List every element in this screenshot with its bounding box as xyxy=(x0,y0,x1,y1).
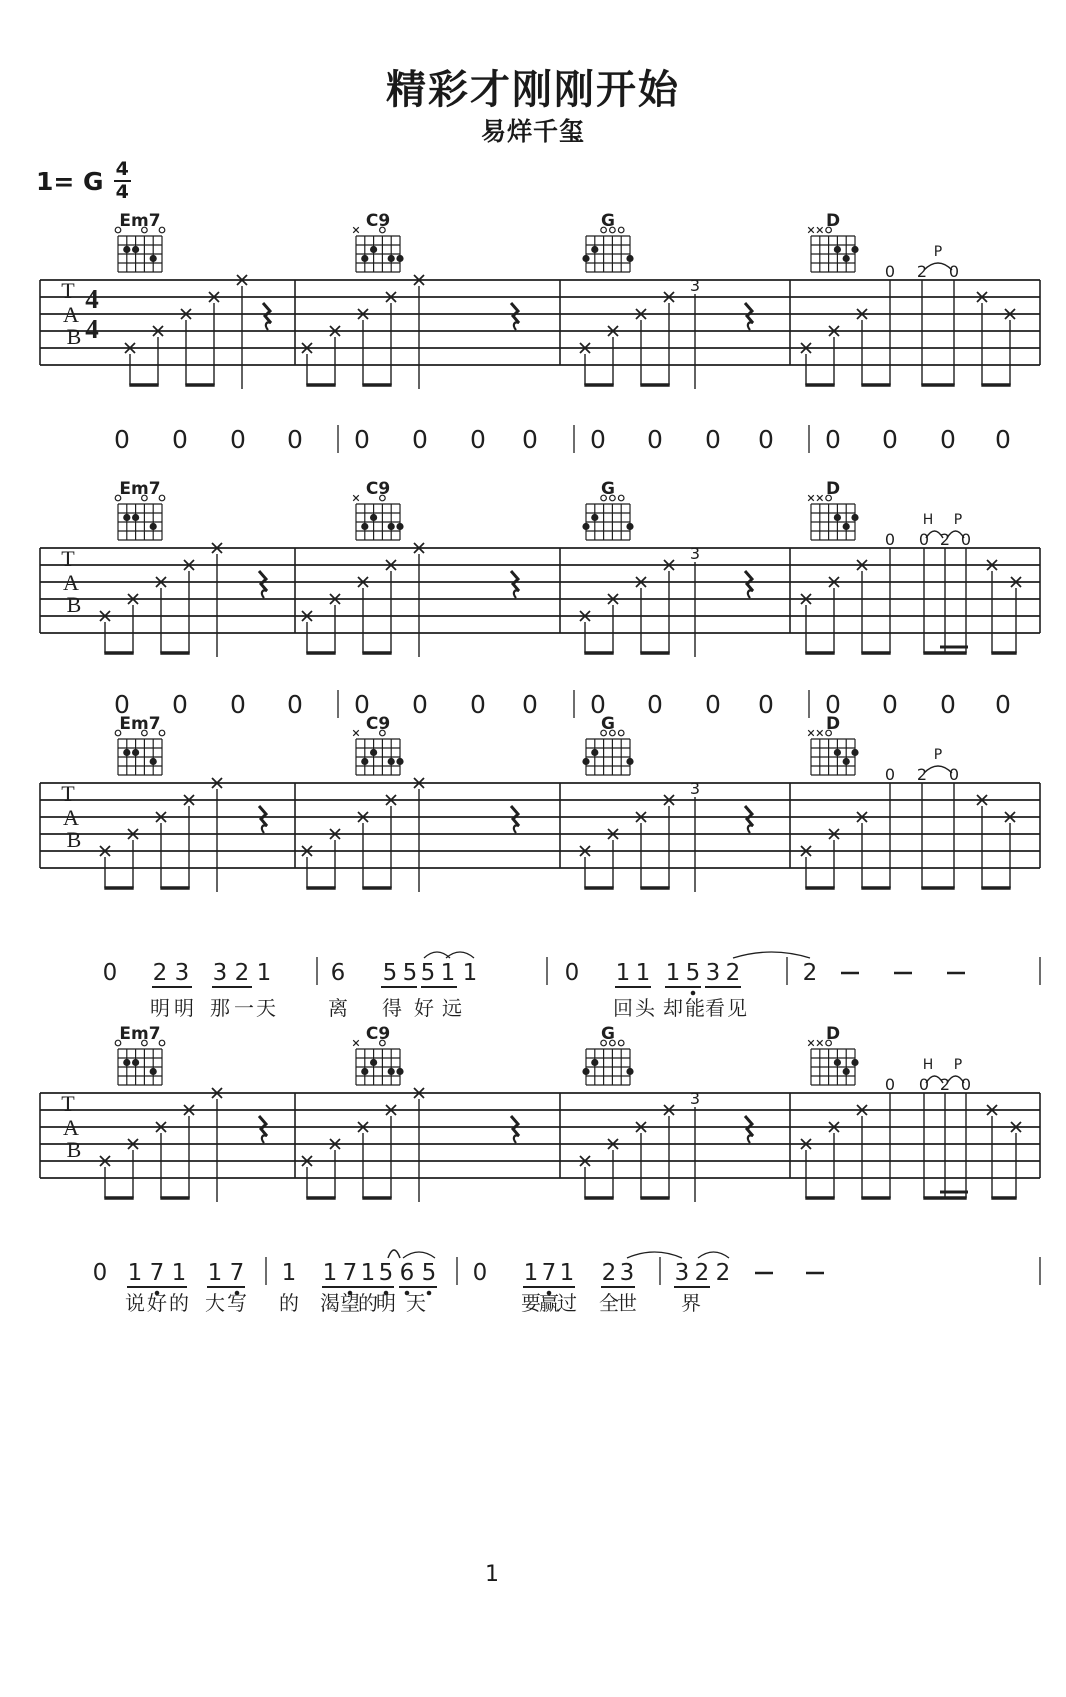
svg-text:0: 0 xyxy=(172,690,188,719)
svg-text:0: 0 xyxy=(960,530,972,549)
svg-text:0: 0 xyxy=(114,425,130,454)
svg-text:的: 的 xyxy=(279,1291,299,1315)
svg-text:0: 0 xyxy=(647,425,663,454)
svg-text:0: 0 xyxy=(287,425,303,454)
svg-text:1: 1 xyxy=(171,1260,187,1286)
svg-text:5: 5 xyxy=(421,1260,437,1286)
svg-text:1: 1 xyxy=(127,1260,143,1286)
svg-text:B: B xyxy=(66,1137,82,1162)
chord-diagram-em7 xyxy=(115,479,165,540)
svg-text:1: 1 xyxy=(360,1260,376,1286)
svg-text:6: 6 xyxy=(330,960,346,986)
svg-text:0: 0 xyxy=(758,690,774,719)
measure-m1 xyxy=(100,778,267,892)
quarter-rest xyxy=(745,1116,753,1143)
svg-text:A: A xyxy=(63,302,79,327)
svg-text:的: 的 xyxy=(169,1291,189,1315)
svg-text:0: 0 xyxy=(940,690,956,719)
chord-diagram-d xyxy=(808,211,858,272)
svg-text:B: B xyxy=(66,827,82,852)
svg-text:H: H xyxy=(922,512,934,528)
svg-text:T: T xyxy=(61,278,75,303)
quarter-rest xyxy=(259,1116,267,1143)
svg-text:2: 2 xyxy=(234,960,250,986)
tab-clef xyxy=(61,546,81,617)
svg-text:3: 3 xyxy=(705,960,721,986)
chord-diagram-d xyxy=(808,479,858,540)
quarter-rest xyxy=(745,806,753,833)
jianpu-row-1 xyxy=(114,425,1011,454)
svg-text:3: 3 xyxy=(689,1089,701,1108)
svg-text:6: 6 xyxy=(399,1260,415,1286)
svg-text:0: 0 xyxy=(172,425,188,454)
lyrics-line-3 xyxy=(150,996,747,1020)
svg-text:G: G xyxy=(601,211,615,231)
svg-text:1: 1 xyxy=(256,960,272,986)
svg-text:3: 3 xyxy=(689,544,701,563)
svg-text:P: P xyxy=(953,1057,963,1073)
svg-text:5: 5 xyxy=(378,1260,394,1286)
svg-text:0: 0 xyxy=(470,425,486,454)
svg-text:T: T xyxy=(61,1091,75,1116)
svg-text:2: 2 xyxy=(802,960,818,986)
svg-text:界: 界 xyxy=(681,1291,701,1315)
chord-diagram-c9 xyxy=(353,1024,403,1085)
tab-system-4 xyxy=(40,1024,1040,1202)
svg-text:G: G xyxy=(601,714,615,734)
svg-text:0: 0 xyxy=(287,690,303,719)
svg-text:5: 5 xyxy=(685,960,701,986)
svg-text:望: 望 xyxy=(340,1291,360,1315)
tab-system-1 xyxy=(40,211,1040,389)
svg-text:看: 看 xyxy=(705,996,725,1020)
svg-text:0: 0 xyxy=(472,1260,488,1286)
measure-m2 xyxy=(302,1088,519,1202)
svg-text:0: 0 xyxy=(995,425,1011,454)
svg-text:0: 0 xyxy=(940,425,956,454)
svg-text:1: 1 xyxy=(665,960,681,986)
svg-text:0: 0 xyxy=(825,425,841,454)
svg-text:0: 0 xyxy=(948,765,960,784)
svg-text:要: 要 xyxy=(521,1291,541,1315)
svg-text:明: 明 xyxy=(174,996,194,1020)
jianpu-row-4 xyxy=(93,1250,1040,1315)
svg-text:7: 7 xyxy=(149,1260,165,1286)
svg-text:0: 0 xyxy=(918,1075,930,1094)
svg-text:好: 好 xyxy=(147,1291,167,1315)
quarter-rest xyxy=(745,303,753,330)
svg-text:天: 天 xyxy=(256,996,276,1020)
svg-text:却: 却 xyxy=(663,996,683,1020)
svg-text:明: 明 xyxy=(150,996,170,1020)
svg-text:2: 2 xyxy=(152,960,168,986)
svg-text:D: D xyxy=(825,714,841,734)
svg-text:全: 全 xyxy=(599,1291,619,1315)
svg-text:0: 0 xyxy=(522,690,538,719)
svg-text:3: 3 xyxy=(174,960,190,986)
svg-text:Em7: Em7 xyxy=(119,1024,161,1044)
svg-text:远: 远 xyxy=(442,996,462,1020)
svg-text:0: 0 xyxy=(412,690,428,719)
svg-text:D: D xyxy=(825,211,841,231)
svg-text:3: 3 xyxy=(619,1260,635,1286)
svg-text:0: 0 xyxy=(705,690,721,719)
svg-text:0: 0 xyxy=(230,690,246,719)
svg-text:0: 0 xyxy=(758,425,774,454)
svg-text:3: 3 xyxy=(689,276,701,295)
measure-m2 xyxy=(302,778,519,892)
svg-text:2: 2 xyxy=(694,1260,710,1286)
svg-text:P: P xyxy=(933,244,943,260)
quarter-rest xyxy=(511,1116,519,1143)
svg-text:的: 的 xyxy=(358,1291,378,1315)
lyrics-line-4 xyxy=(125,1291,701,1315)
svg-text:天: 天 xyxy=(406,1291,426,1315)
svg-text:5: 5 xyxy=(402,960,418,986)
svg-text:A: A xyxy=(63,805,79,830)
svg-text:0: 0 xyxy=(114,690,130,719)
svg-text:3: 3 xyxy=(674,1260,690,1286)
chord-diagram-g xyxy=(582,1024,633,1085)
svg-text:1: 1 xyxy=(559,1260,575,1286)
svg-text:见: 见 xyxy=(727,996,747,1020)
chord-diagram-d xyxy=(808,714,858,775)
svg-text:P: P xyxy=(933,747,943,763)
tab-clef xyxy=(61,781,81,852)
svg-text:0: 0 xyxy=(918,530,930,549)
svg-text:C9: C9 xyxy=(365,211,391,231)
svg-text:赢: 赢 xyxy=(539,1291,559,1315)
svg-text:2: 2 xyxy=(916,262,928,281)
svg-text:2: 2 xyxy=(725,960,741,986)
svg-text:0: 0 xyxy=(995,690,1011,719)
measure-m3 xyxy=(580,1089,753,1202)
chord-diagram-d xyxy=(808,1024,858,1085)
chord-diagram-g xyxy=(582,479,633,540)
svg-text:0: 0 xyxy=(354,425,370,454)
chord-diagram-c9 xyxy=(353,479,403,540)
svg-text:好: 好 xyxy=(414,996,434,1020)
quarter-rest xyxy=(511,806,519,833)
svg-text:5: 5 xyxy=(382,960,398,986)
svg-text:G: G xyxy=(601,1024,615,1044)
svg-text:1: 1 xyxy=(440,960,456,986)
jianpu-row-2 xyxy=(114,690,1011,719)
svg-text:7: 7 xyxy=(541,1260,557,1286)
svg-text:C9: C9 xyxy=(365,714,391,734)
svg-text:0: 0 xyxy=(412,425,428,454)
svg-text:渴: 渴 xyxy=(320,1291,340,1315)
chord-diagram-em7 xyxy=(115,211,165,272)
staff-time-signature xyxy=(85,284,99,344)
chord-diagram-g xyxy=(582,714,633,775)
chord-diagram-c9 xyxy=(353,714,403,775)
svg-text:P: P xyxy=(953,512,963,528)
svg-text:0: 0 xyxy=(882,425,898,454)
svg-text:0: 0 xyxy=(647,690,663,719)
quarter-rest xyxy=(259,806,267,833)
svg-text:C9: C9 xyxy=(365,479,391,499)
svg-text:0: 0 xyxy=(948,262,960,281)
measure-m1 xyxy=(100,543,267,657)
svg-text:A: A xyxy=(63,570,79,595)
chord-diagram-g xyxy=(582,211,633,272)
quarter-rest xyxy=(511,571,519,598)
svg-text:0: 0 xyxy=(884,765,896,784)
svg-text:得: 得 xyxy=(382,996,402,1020)
quarter-rest xyxy=(745,571,753,598)
svg-text:A: A xyxy=(63,1115,79,1140)
svg-text:B: B xyxy=(66,324,82,349)
svg-text:C9: C9 xyxy=(365,1024,391,1044)
chord-diagram-em7 xyxy=(115,714,165,775)
svg-text:2: 2 xyxy=(916,765,928,784)
svg-text:0: 0 xyxy=(230,425,246,454)
time-signature-numerator: 4 xyxy=(115,158,129,180)
svg-text:1: 1 xyxy=(462,960,478,986)
quarter-rest xyxy=(511,303,519,330)
svg-text:B: B xyxy=(66,592,82,617)
svg-text:明: 明 xyxy=(376,1291,396,1315)
svg-text:7: 7 xyxy=(342,1260,358,1286)
svg-text:1: 1 xyxy=(523,1260,539,1286)
measure-m1_first xyxy=(125,275,271,389)
svg-text:2: 2 xyxy=(939,530,951,549)
measure-m1 xyxy=(100,1088,267,1202)
svg-text:4: 4 xyxy=(85,284,99,314)
svg-text:写: 写 xyxy=(227,1291,247,1315)
quarter-rest xyxy=(259,571,267,598)
svg-text:那: 那 xyxy=(210,996,230,1020)
svg-text:0: 0 xyxy=(705,425,721,454)
page-number: 1 xyxy=(485,1562,499,1587)
song-title: 精彩才刚刚开始 xyxy=(386,67,680,113)
measure-m2 xyxy=(302,543,519,657)
svg-text:0: 0 xyxy=(884,530,896,549)
tab-clef xyxy=(61,1091,81,1162)
svg-text:0: 0 xyxy=(590,425,606,454)
svg-text:4: 4 xyxy=(85,314,99,344)
svg-text:D: D xyxy=(825,1024,841,1044)
svg-text:过: 过 xyxy=(557,1291,577,1315)
svg-text:回: 回 xyxy=(613,996,633,1020)
artist-name: 易烊千玺 xyxy=(480,117,585,146)
svg-text:0: 0 xyxy=(102,960,118,986)
svg-text:1: 1 xyxy=(207,1260,223,1286)
svg-text:G: G xyxy=(601,479,615,499)
quarter-rest xyxy=(263,303,271,330)
time-signature-denominator: 4 xyxy=(115,181,129,203)
svg-text:0: 0 xyxy=(884,262,896,281)
svg-text:D: D xyxy=(825,479,841,499)
svg-text:0: 0 xyxy=(564,960,580,986)
measure-m3 xyxy=(580,544,753,657)
chord-diagram-em7 xyxy=(115,1024,165,1085)
svg-text:3: 3 xyxy=(212,960,228,986)
svg-text:5: 5 xyxy=(420,960,436,986)
svg-text:说: 说 xyxy=(125,1291,145,1315)
svg-text:一: 一 xyxy=(234,996,254,1020)
svg-text:1: 1 xyxy=(322,1260,338,1286)
svg-text:T: T xyxy=(61,546,75,571)
svg-text:2: 2 xyxy=(601,1260,617,1286)
svg-text:Em7: Em7 xyxy=(119,211,161,231)
measure-m3 xyxy=(580,276,753,389)
svg-text:0: 0 xyxy=(590,690,606,719)
svg-text:0: 0 xyxy=(522,425,538,454)
svg-text:7: 7 xyxy=(229,1260,245,1286)
svg-text:2: 2 xyxy=(939,1075,951,1094)
svg-text:Em7: Em7 xyxy=(119,714,161,734)
measure-m3 xyxy=(580,779,753,892)
key-label: 1= G xyxy=(36,166,104,196)
svg-text:1: 1 xyxy=(615,960,631,986)
tab-clef xyxy=(61,278,81,349)
svg-text:0: 0 xyxy=(882,690,898,719)
svg-text:世: 世 xyxy=(617,1291,637,1315)
svg-text:0: 0 xyxy=(884,1075,896,1094)
svg-text:能: 能 xyxy=(685,996,705,1020)
svg-text:大: 大 xyxy=(205,1291,225,1315)
tab-system-2 xyxy=(40,479,1040,657)
svg-text:Em7: Em7 xyxy=(119,479,161,499)
svg-text:0: 0 xyxy=(470,690,486,719)
svg-text:1: 1 xyxy=(635,960,651,986)
measure-m2 xyxy=(302,275,519,389)
chord-diagram-c9 xyxy=(353,211,403,272)
svg-text:H: H xyxy=(922,1057,934,1073)
svg-text:T: T xyxy=(61,781,75,806)
svg-text:0: 0 xyxy=(354,690,370,719)
svg-text:0: 0 xyxy=(92,1260,108,1286)
svg-text:离: 离 xyxy=(328,996,348,1020)
svg-text:头: 头 xyxy=(635,996,655,1020)
jianpu-row-3 xyxy=(103,952,1040,1020)
svg-text:3: 3 xyxy=(689,779,701,798)
tab-system-3 xyxy=(40,714,1040,892)
svg-text:0: 0 xyxy=(825,690,841,719)
svg-text:1: 1 xyxy=(281,1260,297,1286)
svg-text:0: 0 xyxy=(960,1075,972,1094)
svg-text:2: 2 xyxy=(715,1260,731,1286)
